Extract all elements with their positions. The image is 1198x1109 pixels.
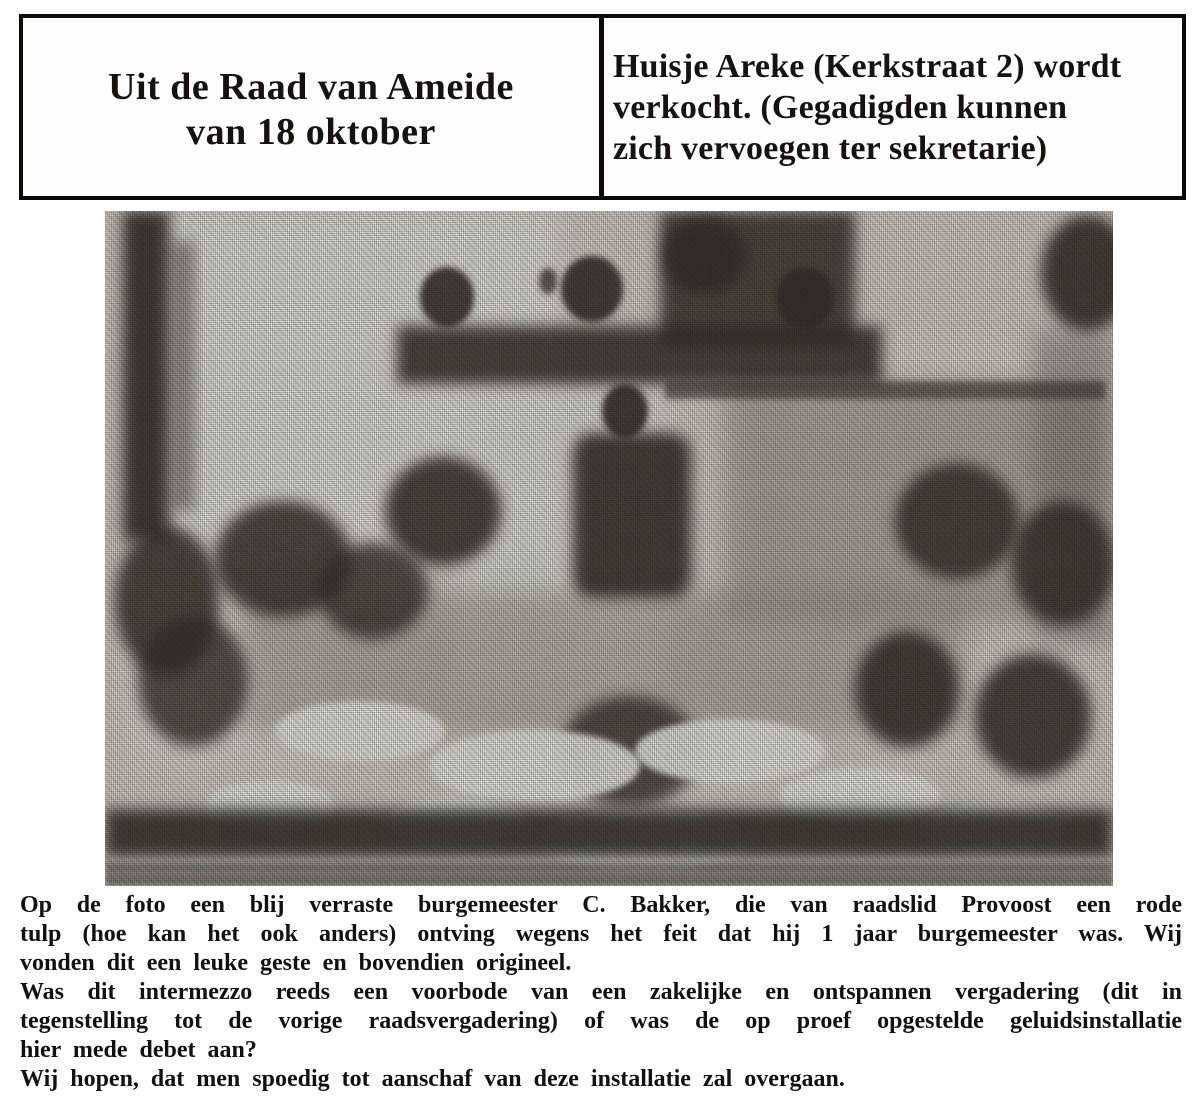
council-meeting-photo — [105, 211, 1113, 886]
caption-line: hier mede debet aan? — [20, 1037, 257, 1063]
notice-line2: verkocht. (Gegadigden kunnen — [613, 88, 1068, 126]
masthead-table — [19, 14, 1186, 200]
caption-line: tegenstelling tot de vorige raadsvergadering) of was de op proef opgestelde geluidsinstallatie — [20, 1008, 1182, 1034]
notice-line3: zich vervoegen ter sekretarie) — [613, 129, 1048, 167]
article-title-line1: Uit de Raad van Ameide — [108, 66, 514, 108]
caption-line: tulp (hoe kan het ook anders) ontving wegens het feit dat hij 1 jaar burgemeester was. Wij — [20, 921, 1182, 947]
photo-caption — [20, 891, 1182, 1094]
caption-line: Was dit intermezzo reeds een voorbode van een zakelijke en ontspannen vergadering (dit in — [20, 979, 1182, 1005]
article-title-line2: van 18 oktober — [186, 111, 436, 153]
caption-line: Op de foto een blij verraste burgemeester C. Bakker, die van raadslid Provoost een rode — [20, 892, 1182, 918]
caption-line: Wij hopen, dat men spoedig tot aanschaf van deze installatie zal overgaan. — [20, 1066, 845, 1092]
caption-line: vonden dit een leuke geste en bovendien origineel. — [20, 950, 572, 976]
notice-cell — [604, 18, 1182, 196]
notice-line1: Huisje Areke (Kerkstraat 2) wordt — [613, 47, 1122, 85]
article-title-cell — [23, 18, 604, 196]
halftone-photo-graphic — [105, 211, 1113, 886]
